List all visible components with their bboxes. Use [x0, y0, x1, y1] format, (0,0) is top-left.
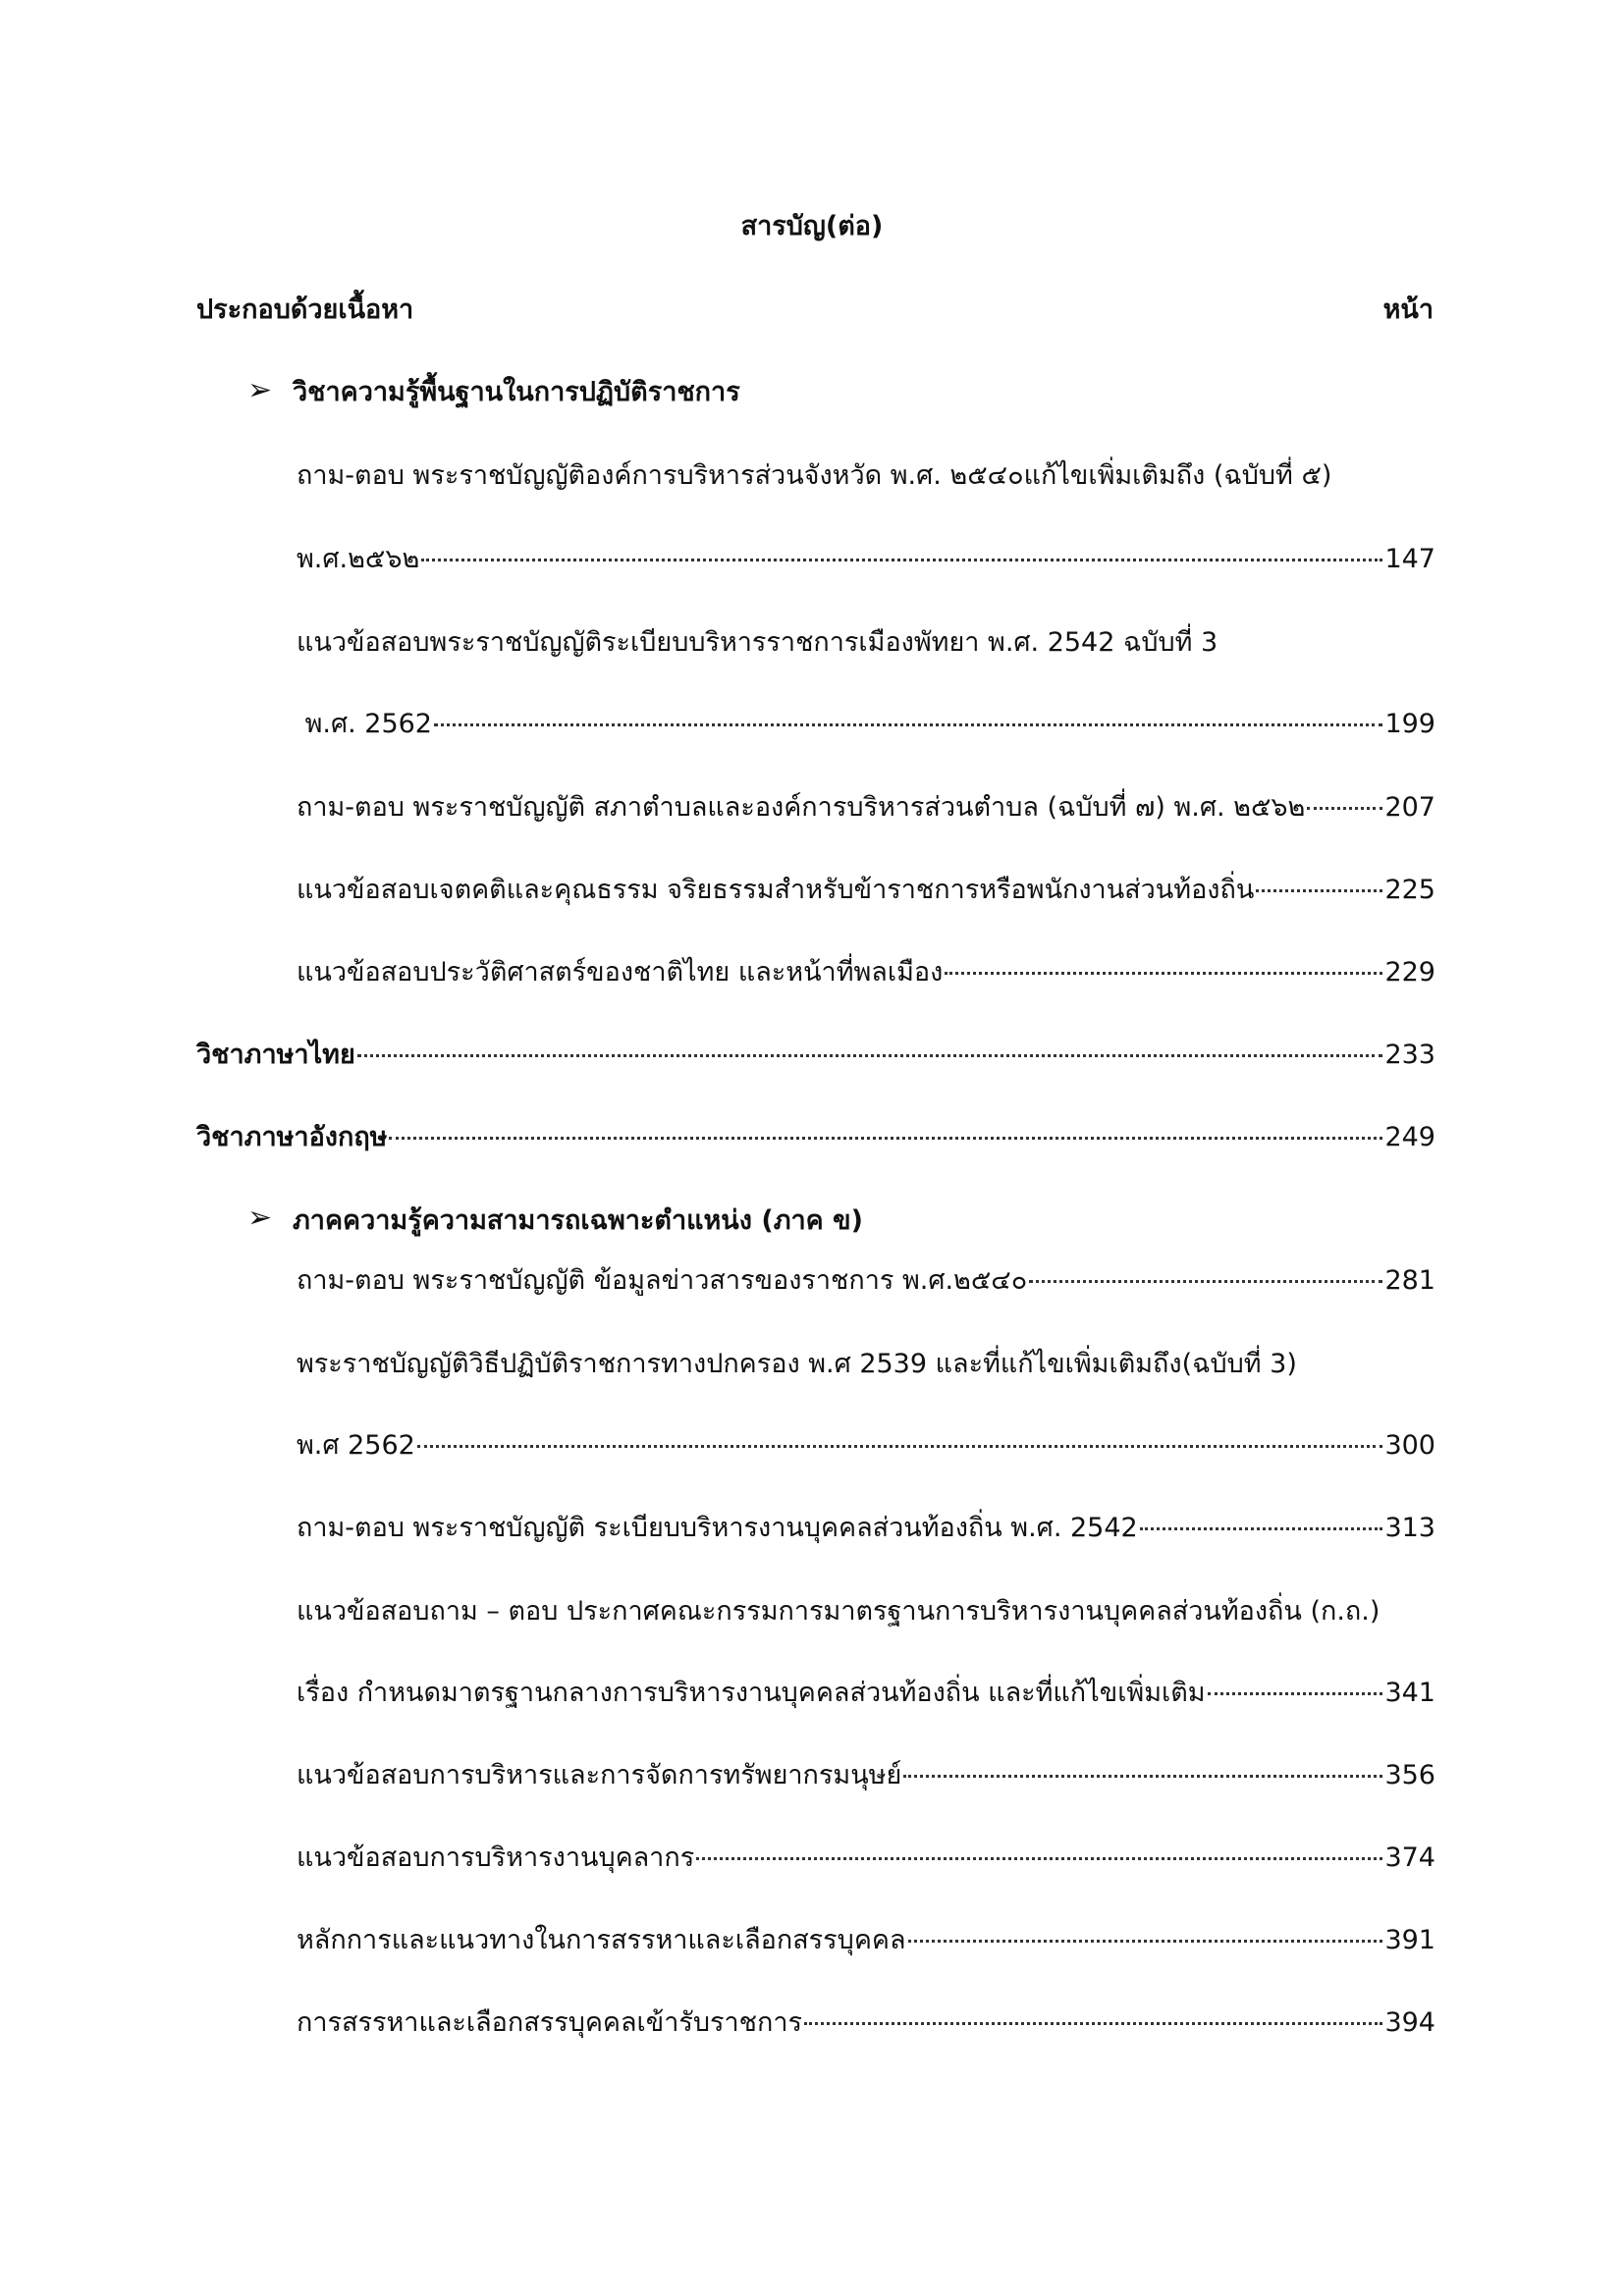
toc-entry-title: พ.ศ.๒๕๖๒: [297, 544, 420, 574]
page-title: สารบัญ(ต่อ): [740, 211, 884, 241]
toc-page-number: 225: [1384, 875, 1435, 905]
toc-page-number: 233: [1384, 1040, 1435, 1070]
toc-page-number: 199: [1384, 709, 1435, 739]
toc-entry-title: ถาม-ตอบ พระราชบัญญัติ ระเบียบบริหารงานบุคคลส่วนท้องถิ่น พ.ศ. 2542: [297, 1513, 1138, 1543]
toc-entry[interactable]: [297, 1674, 1435, 1713]
page-column-header: หน้า: [1382, 294, 1434, 325]
toc-page-number: 281: [1384, 1265, 1435, 1296]
dot-leader: [434, 723, 1382, 726]
toc-entry-thai[interactable]: [196, 1036, 1435, 1075]
contents-header-label: ประกอบด้วยเนื้อหา: [196, 294, 414, 325]
dot-leader: [357, 1054, 1383, 1057]
toc-entry-title: เรื่อง กำหนดมาตรฐานกลางการบริหารงานบุคคลส่วนท้องถิ่น และที่แก้ไขเพิ่มเติม: [297, 1678, 1206, 1708]
toc-page-number: 374: [1384, 1842, 1435, 1873]
arrow-bullet-icon: ➢: [247, 1201, 273, 1235]
toc-entry-title: ถาม-ตอบ พระราชบัญญัติ สภาตำบลและองค์การบริหารส่วนตำบล (ฉบับที่ ๗) พ.ศ. ๒๕๖๒: [297, 792, 1306, 823]
toc-entry[interactable]: [297, 1756, 1435, 1795]
dot-leader: [1307, 807, 1382, 810]
toc-entry-title: แนวข้อสอบการบริหารงานบุคลากร: [297, 1842, 695, 1873]
toc-entry[interactable]: [297, 2003, 1435, 2043]
toc-page-number: 207: [1384, 792, 1435, 823]
dot-leader: [903, 1775, 1382, 1778]
toc-entry: แนวข้อสอบพระราชบัญญัติระเบียบบริหารราชการเมืองพัทยา พ.ศ. 2542 ฉบับที่ 3: [297, 627, 1218, 658]
toc-entry[interactable]: [297, 1921, 1435, 1960]
toc-page-number: 394: [1384, 2007, 1435, 2038]
dot-leader: [945, 972, 1382, 975]
toc-entry-title: พ.ศ. 2562: [297, 709, 432, 739]
dot-leader: [908, 1940, 1383, 1943]
toc-entry-title: แนวข้อสอบการบริหารและการจัดการทรัพยากรมนุษย์: [297, 1760, 902, 1790]
toc-entry-title: พ.ศ 2562: [297, 1430, 415, 1461]
dot-leader: [804, 2022, 1382, 2025]
toc-page-number: 229: [1384, 957, 1435, 988]
toc-entry-title: หลักการและแนวทางในการสรรหาและเลือกสรรบุคคล: [297, 1925, 906, 1955]
toc-entry[interactable]: [297, 540, 1435, 579]
toc-entry-title: ถาม-ตอบ พระราชบัญญัติ ข้อมูลข่าวสารของราชการ พ.ศ.๒๕๔๐: [297, 1265, 1028, 1296]
toc-entry[interactable]: [297, 1261, 1435, 1301]
toc-page-number: 341: [1384, 1678, 1435, 1708]
toc-entry[interactable]: [297, 788, 1435, 828]
toc-page-number: 313: [1384, 1513, 1435, 1543]
toc-page-number: 300: [1384, 1430, 1435, 1461]
dot-leader: [1029, 1280, 1382, 1283]
dot-leader: [696, 1857, 1382, 1860]
arrow-bullet-icon: ➢: [247, 373, 273, 407]
toc-page-number: 147: [1384, 544, 1435, 574]
toc-page-number: 391: [1384, 1925, 1435, 1955]
dot-leader: [389, 1137, 1382, 1140]
toc-entry-title: วิชาภาษาไทย: [196, 1040, 355, 1070]
toc-entry[interactable]: [297, 871, 1435, 910]
toc-entry[interactable]: [297, 1426, 1435, 1466]
section-heading-position-knowledge: ภาคความรู้ความสามารถเฉพาะตำแหน่ง (ภาค ข): [293, 1205, 863, 1236]
dot-leader: [417, 1445, 1383, 1448]
toc-entry-title: การสรรหาและเลือกสรรบุคคลเข้ารับราชการ: [297, 2007, 803, 2038]
toc-entry[interactable]: [297, 953, 1435, 992]
toc-entry-title: วิชาภาษาอังกฤษ: [196, 1122, 388, 1152]
toc-entry: พระราชบัญญัติวิธีปฏิบัติราชการทางปกครอง พ.ศ 2539 และที่แก้ไขเพิ่มเติมถึง(ฉบับที่ 3): [297, 1349, 1297, 1379]
dot-leader: [1256, 889, 1382, 892]
toc-entry[interactable]: [297, 705, 1435, 744]
toc-page-number: 356: [1384, 1760, 1435, 1790]
toc-page-number: 249: [1384, 1122, 1435, 1152]
toc-entry: ถาม-ตอบ พระราชบัญญัติองค์การบริหารส่วนจังหวัด พ.ศ. ๒๕๔๐แก้ไขเพิ่มเติมถึง (ฉบับที่ ๕): [297, 460, 1332, 491]
dot-leader: [1140, 1527, 1383, 1530]
toc-entry: แนวข้อสอบถาม – ตอบ ประกาศคณะกรรมการมาตรฐานการบริหารงานบุคคลส่วนท้องถิ่น (ก.ถ.): [297, 1596, 1380, 1627]
toc-entry-title: แนวข้อสอบเจตคติและคุณธรรม จริยธรรมสำหรับข้าราชการหรือพนักงานส่วนท้องถิ่น: [297, 875, 1255, 905]
toc-entry[interactable]: [297, 1839, 1435, 1878]
toc-entry-title: แนวข้อสอบประวัติศาสตร์ของชาติไทย และหน้าที่พลเมือง: [297, 957, 944, 988]
toc-entry-english[interactable]: [196, 1118, 1435, 1157]
section-heading-basic-knowledge: วิชาความรู้พื้นฐานในการปฏิบัติราชการ: [293, 377, 740, 407]
toc-entry[interactable]: [297, 1509, 1435, 1548]
dot-leader: [421, 559, 1382, 561]
dot-leader: [1208, 1692, 1383, 1695]
